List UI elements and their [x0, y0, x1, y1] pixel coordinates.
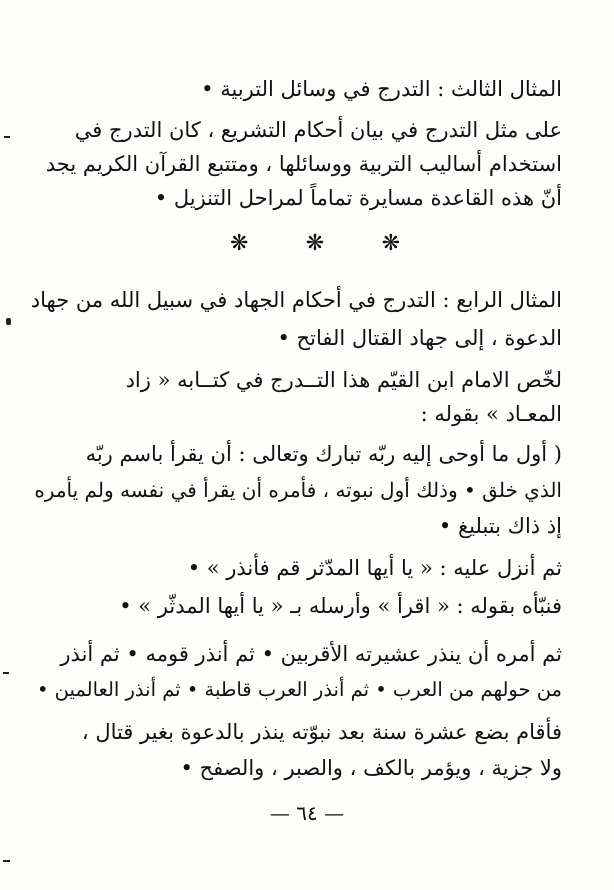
example-four-heading: المثال الرابع : التدرج في أحكام الجهاد في سبيل الله من جهاد: [30, 288, 562, 312]
quote-line: ثم أنزل عليه : « يا أيها المدّثر قم فأنذر » •: [187, 556, 562, 580]
paragraph-line: المعـاد » بقوله :: [420, 402, 562, 426]
page-number: — ٦٤ —: [269, 801, 345, 825]
paragraph-line: أنّ هذه القاعدة مسايرة تماماً لمراحل التنزيل •: [154, 186, 562, 210]
separator-star: ❋: [381, 231, 400, 256]
quote-line: فنبّأه بقوله : « اقرأ » وأرسله بـ « يا أيها المدثّر » •: [119, 594, 562, 618]
quote-line: إذ ذاك بتبليغ •: [438, 514, 562, 538]
section-separator: [230, 232, 400, 256]
scan-mark: [4, 136, 10, 138]
scan-mark: [6, 318, 11, 325]
quote-line: ولا جزية ، ويؤمر بالكف ، والصبر ، والصفح •: [180, 756, 562, 780]
quote-line: فأقام بضع عشرة سنة بعد نبوّته ينذر بالدعوة بغير قتال ،: [81, 720, 562, 744]
quote-line: ثم أمره أن ينذر عشيرته الأقربين • ثم أنذر قومه • ثم أنذر: [60, 642, 562, 666]
paragraph-line: لخّص الامام ابن القيّم هذا التــدرج في كتــابه « زاد: [125, 368, 562, 392]
separator-star: ❋: [230, 231, 249, 256]
paragraph-line: الدعوة ، إلى جهاد القتال الفاتح •: [277, 326, 562, 350]
example-three-heading: المثال الثالث : التدرج في وسائل التربية •: [201, 77, 562, 101]
scan-mark: [3, 672, 9, 674]
paragraph-line: على مثل التدرج في بيان أحكام التشريع ، كان التدرج في: [74, 118, 562, 142]
scan-mark: [3, 860, 10, 862]
quote-line: الذي خلق • وذلك أول نبوته ، فأمره أن يقرأ في نفسه ولم يأمره: [34, 478, 562, 502]
quote-line: ( أول ما أوحى إليه ربّه تبارك وتعالى : أن يقرأ باسم ربّه: [85, 442, 562, 466]
paragraph-line: استخدام أساليب التربية ووسائلها ، ومتتبع القرآن الكريم يجد: [45, 152, 562, 176]
separator-star: ❋: [305, 231, 325, 256]
quote-line: من حولهم من العرب • ثم أنذر العرب قاطبة • ثم أنذر العالمين •: [36, 678, 562, 701]
